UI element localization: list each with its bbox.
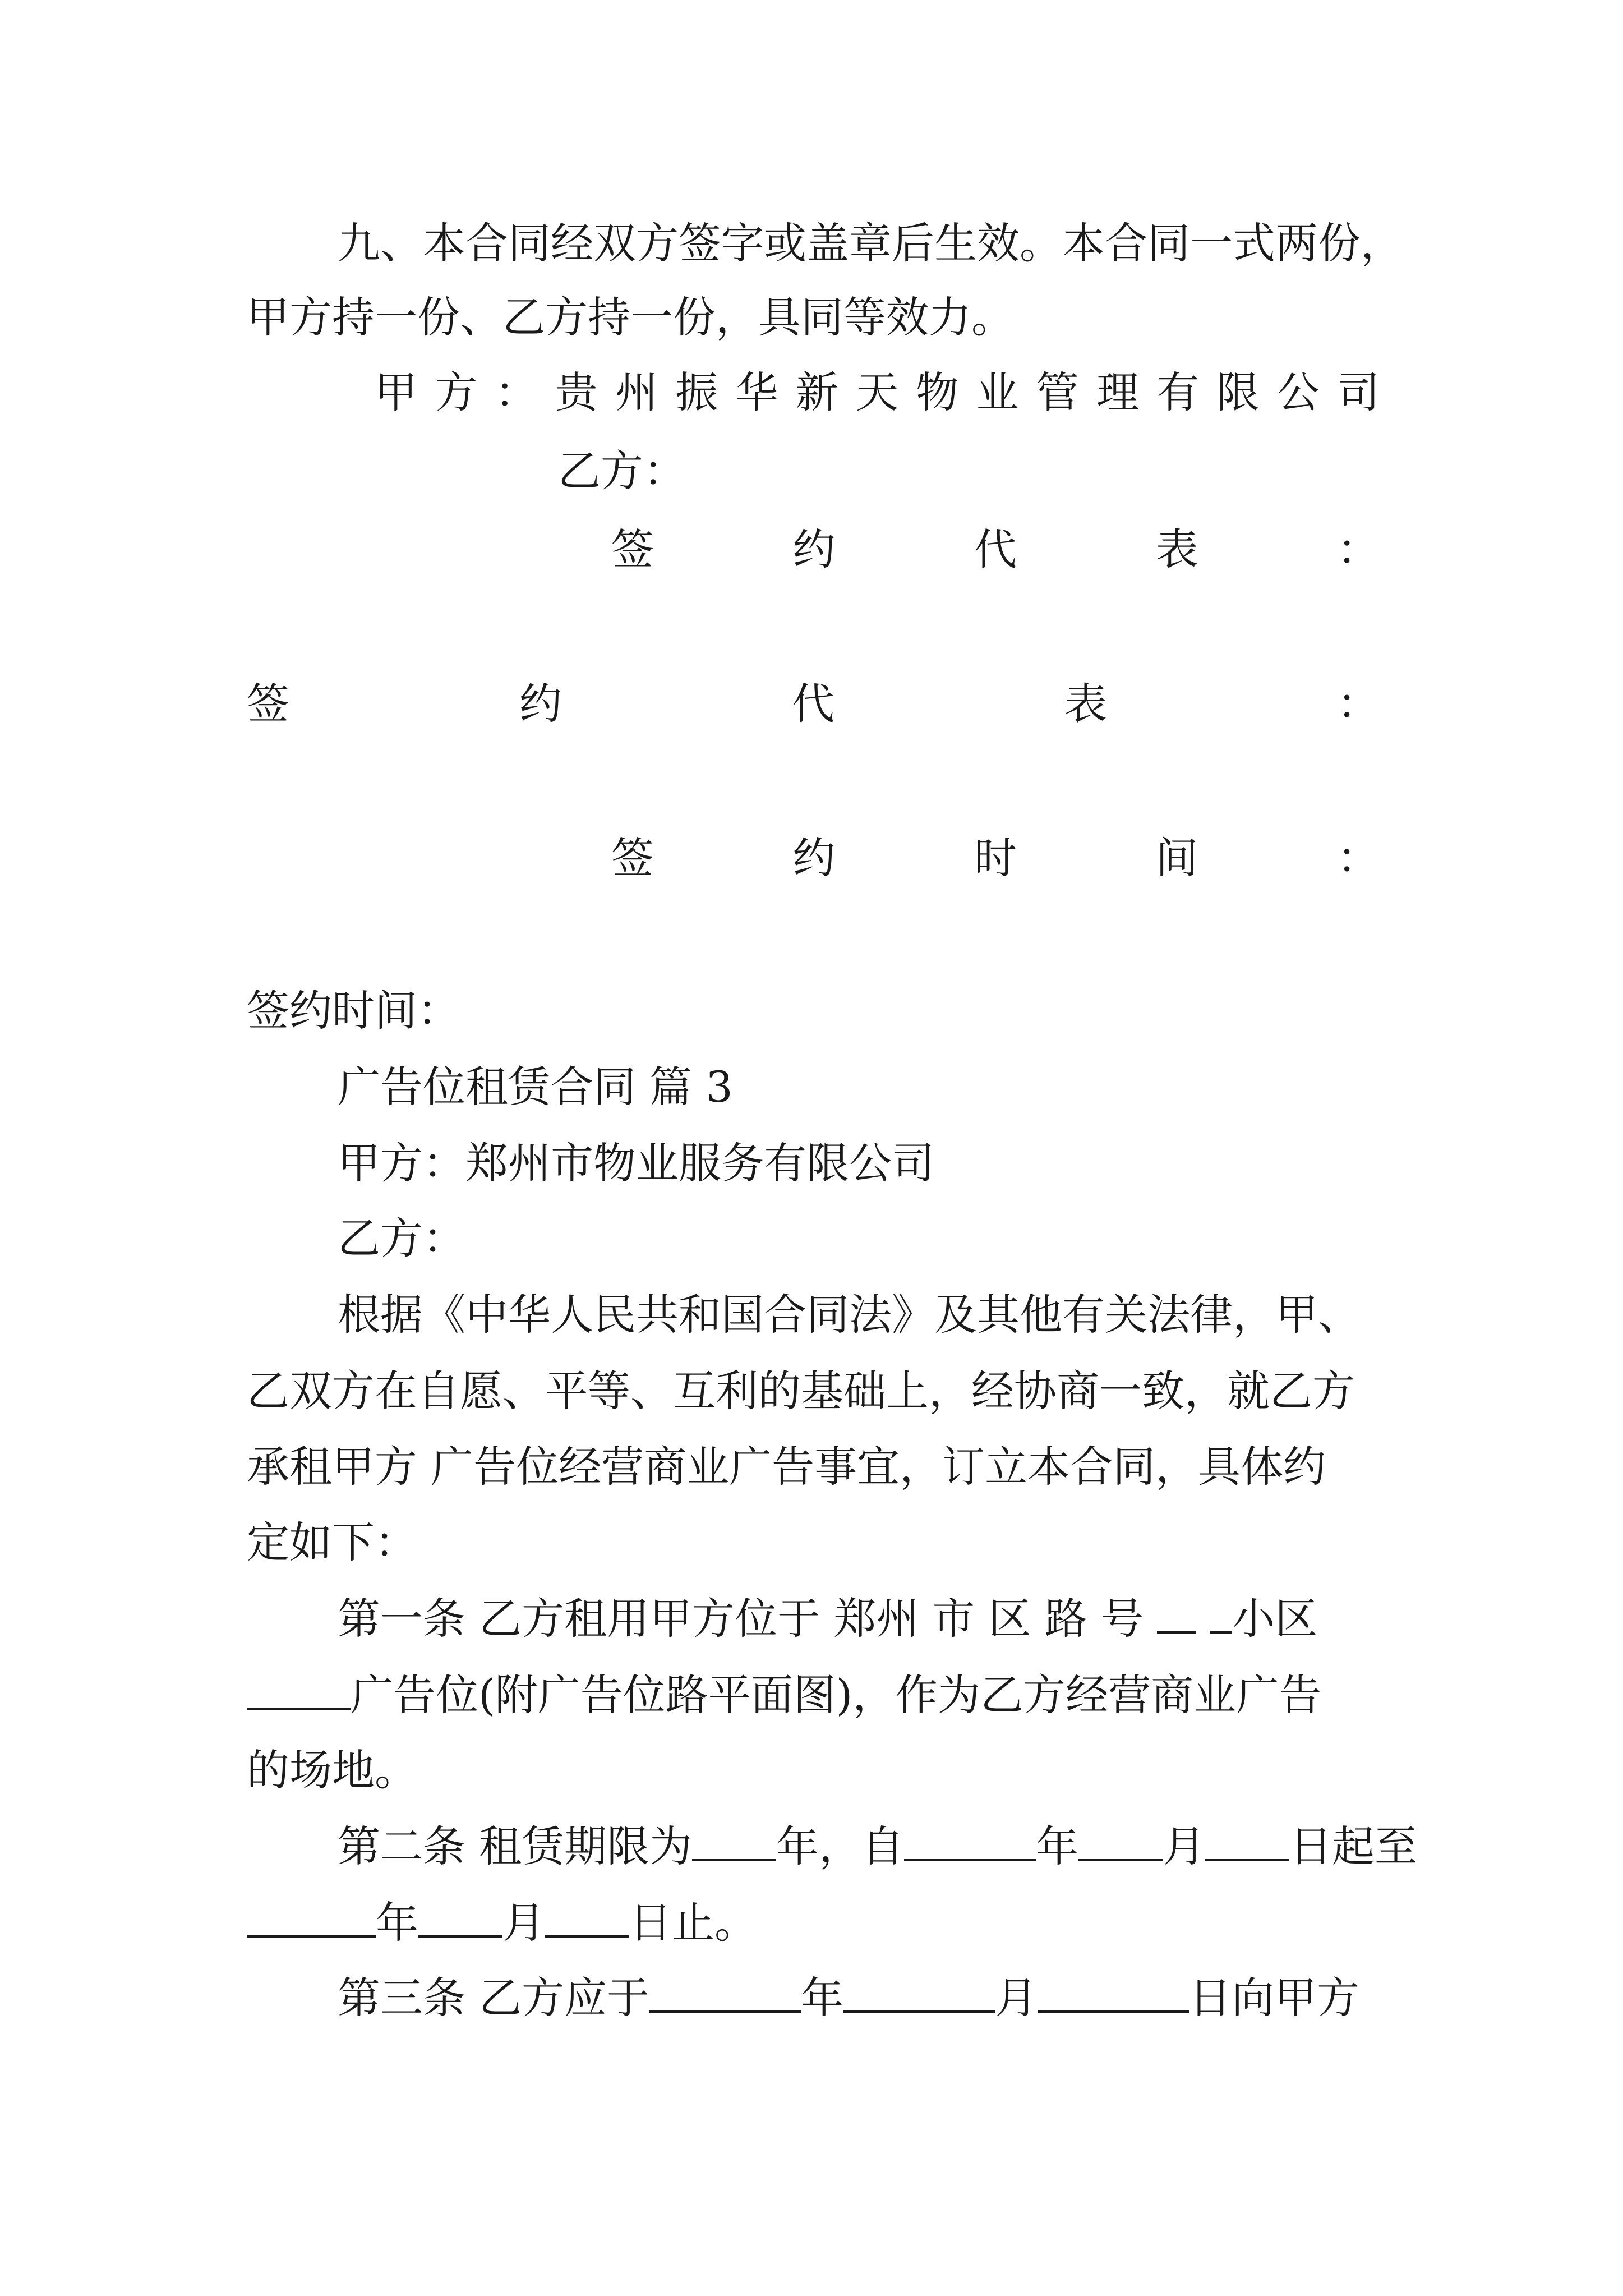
blank-field[interactable] xyxy=(1210,1592,1232,1634)
signing-time-a-line: 签 约 时 间 ： xyxy=(611,833,1380,883)
article-2-line-2: 年 月 日止。 xyxy=(247,1895,1380,1951)
intro-line-3: 承租甲方 广告位经营商业广告事宜，订立本合同，具体约 xyxy=(247,1442,1326,1492)
intro-line-1: 根据《中华人民共和国合同法》及其他有关法律，甲、 xyxy=(338,1290,1361,1340)
blank-field[interactable] xyxy=(1205,1820,1289,1861)
blank-field[interactable] xyxy=(247,1668,351,1710)
representative-b-line: 签 约 代 表 ： xyxy=(247,679,1380,729)
blank-field[interactable] xyxy=(247,1896,376,1938)
blank-field[interactable] xyxy=(649,1971,801,2013)
contract-3-party-a: 甲方：郑州市物业服务有限公司 xyxy=(338,1138,934,1188)
blank-field[interactable] xyxy=(1078,1820,1163,1861)
contract-3-party-b: 乙方： xyxy=(338,1213,465,1263)
article-1-line-3: 的场地。 xyxy=(247,1745,417,1795)
article-2-line-1: 第二条 租赁期限为 年，自 年 月 日起至 xyxy=(338,1819,1380,1875)
blank-field[interactable] xyxy=(843,1971,995,2013)
article-1-line-2: 广告位(附广告位路平面图)，作为乙方经营商业广告 xyxy=(247,1667,1380,1723)
blank-field[interactable] xyxy=(545,1896,629,1938)
article-1-line-1: 第一条 乙方租用甲方位于 郑州 市 区 路 号 小区 xyxy=(338,1591,1380,1647)
clause-9-line-1: 九、本合同经双方签字或盖章后生效。本合同一式两份， xyxy=(338,218,1403,268)
representative-a-line: 签 约 代 表 ： xyxy=(611,524,1380,574)
intro-line-4: 定如下： xyxy=(247,1517,417,1567)
intro-line-2: 乙双方在自愿、平等、互利的基础上，经协商一致，就乙方 xyxy=(247,1366,1355,1416)
blank-field[interactable] xyxy=(1038,1971,1189,2013)
party-a-signature-line: 甲 方 ： 贵 州 振 华 新 天 物 业 管 理 有 限 公 司 xyxy=(375,367,1380,417)
clause-9-line-2: 甲方持一份、乙方持一份，具同等效力。 xyxy=(247,292,1014,342)
blank-field[interactable] xyxy=(904,1820,1036,1861)
blank-field[interactable] xyxy=(692,1820,776,1861)
contract-3-title: 广告位租赁合同 篇 3 xyxy=(338,1062,733,1112)
article-3-line-1: 第三条 乙方应于 年 月 日向甲方 xyxy=(338,1970,1380,2026)
signing-time-b-label: 签约时间： xyxy=(247,986,460,1036)
blank-field[interactable] xyxy=(418,1896,502,1938)
blank-field[interactable] xyxy=(1157,1592,1196,1634)
party-b-signature-label: 乙方： xyxy=(558,446,686,496)
